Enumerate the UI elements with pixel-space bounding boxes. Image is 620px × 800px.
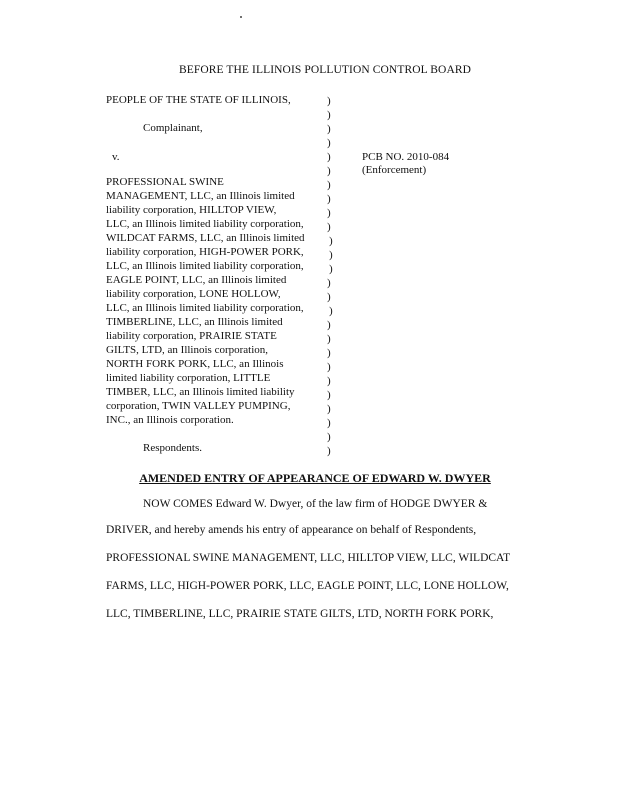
paren: ) bbox=[327, 221, 331, 233]
caption-line: Complainant, bbox=[143, 122, 203, 134]
paren: ) bbox=[327, 123, 331, 135]
caption-line: liability corporation, LONE HOLLOW, bbox=[106, 288, 281, 300]
document-heading: AMENDED ENTRY OF APPEARANCE OF EDWARD W. DWYER bbox=[139, 471, 491, 485]
paren: ) bbox=[329, 235, 333, 247]
board-title: BEFORE THE ILLINOIS POLLUTION CONTROL BOARD bbox=[178, 64, 472, 76]
body-line: NOW COMES Edward W. Dwyer, of the law firm of HODGE DWYER & bbox=[143, 498, 488, 510]
body-line: PROFESSIONAL SWINE MANAGEMENT, LLC, HILLTOP VIEW, LLC, WILDCAT bbox=[106, 552, 511, 564]
caption-line: liability corporation, PRAIRIE STATE bbox=[106, 330, 277, 342]
caption-line: WILDCAT FARMS, LLC, an Illinois limited bbox=[106, 232, 305, 244]
caption-line: limited liability corporation, LITTLE bbox=[106, 372, 271, 384]
paren: ) bbox=[327, 137, 331, 149]
body-line: LLC, TIMBERLINE, LLC, PRAIRIE STATE GILTS, LTD, NORTH FORK PORK, bbox=[106, 608, 494, 620]
caption-line: LLC, an Illinois limited liability corporation, bbox=[106, 260, 304, 272]
caption-line: TIMBER, LLC, an Illinois limited liability bbox=[106, 386, 295, 398]
caption-line: liability corporation, HILLTOP VIEW, bbox=[106, 204, 277, 216]
caption-line: liability corporation, HIGH-POWER PORK, bbox=[106, 246, 304, 258]
paren: ) bbox=[327, 403, 331, 415]
paren: ) bbox=[327, 431, 331, 443]
paren: ) bbox=[327, 165, 331, 177]
scan-speck bbox=[240, 16, 242, 18]
paren: ) bbox=[327, 333, 331, 345]
paren: ) bbox=[327, 277, 331, 289]
paren: ) bbox=[327, 445, 331, 457]
paren: ) bbox=[327, 319, 331, 331]
paren: ) bbox=[329, 305, 333, 317]
paren: ) bbox=[327, 417, 331, 429]
caption-line: GILTS, LTD, an Illinois corporation, bbox=[106, 344, 269, 356]
body-line: FARMS, LLC, HIGH-POWER PORK, LLC, EAGLE POINT, LLC, LONE HOLLOW, bbox=[106, 580, 509, 592]
caption-line: LLC, an Illinois limited liability corporation, bbox=[106, 302, 304, 314]
caption-line: PEOPLE OF THE STATE OF ILLINOIS, bbox=[106, 94, 291, 106]
case-number: PCB NO. 2010-084 bbox=[362, 151, 450, 163]
paren: ) bbox=[327, 179, 331, 191]
case-type: (Enforcement) bbox=[362, 164, 427, 176]
paren: ) bbox=[327, 361, 331, 373]
caption-line: v. bbox=[112, 151, 120, 163]
paren: ) bbox=[327, 347, 331, 359]
paren: ) bbox=[329, 249, 333, 261]
paren: ) bbox=[327, 95, 331, 107]
caption-line: NORTH FORK PORK, LLC, an Illinois bbox=[106, 358, 284, 370]
caption-line: corporation, TWIN VALLEY PUMPING, bbox=[106, 400, 291, 412]
paren: ) bbox=[327, 193, 331, 205]
paren: ) bbox=[327, 389, 331, 401]
paren: ) bbox=[327, 109, 331, 121]
body-line: DRIVER, and hereby amends his entry of appearance on behalf of Respondents, bbox=[106, 524, 477, 536]
caption-line: MANAGEMENT, LLC, an Illinois limited bbox=[106, 190, 295, 202]
caption-line: PROFESSIONAL SWINE bbox=[106, 176, 224, 188]
paren: ) bbox=[327, 207, 331, 219]
caption-line: INC., an Illinois corporation. bbox=[106, 414, 234, 426]
paren: ) bbox=[327, 291, 331, 303]
paren: ) bbox=[327, 375, 331, 387]
caption-line: LLC, an Illinois limited liability corporation, bbox=[106, 218, 304, 230]
paren: ) bbox=[329, 263, 333, 275]
paren: ) bbox=[327, 151, 331, 163]
caption-line: Respondents. bbox=[143, 442, 202, 454]
caption-line: TIMBERLINE, LLC, an Illinois limited bbox=[106, 316, 283, 328]
caption-line: EAGLE POINT, LLC, an Illinois limited bbox=[106, 274, 287, 286]
